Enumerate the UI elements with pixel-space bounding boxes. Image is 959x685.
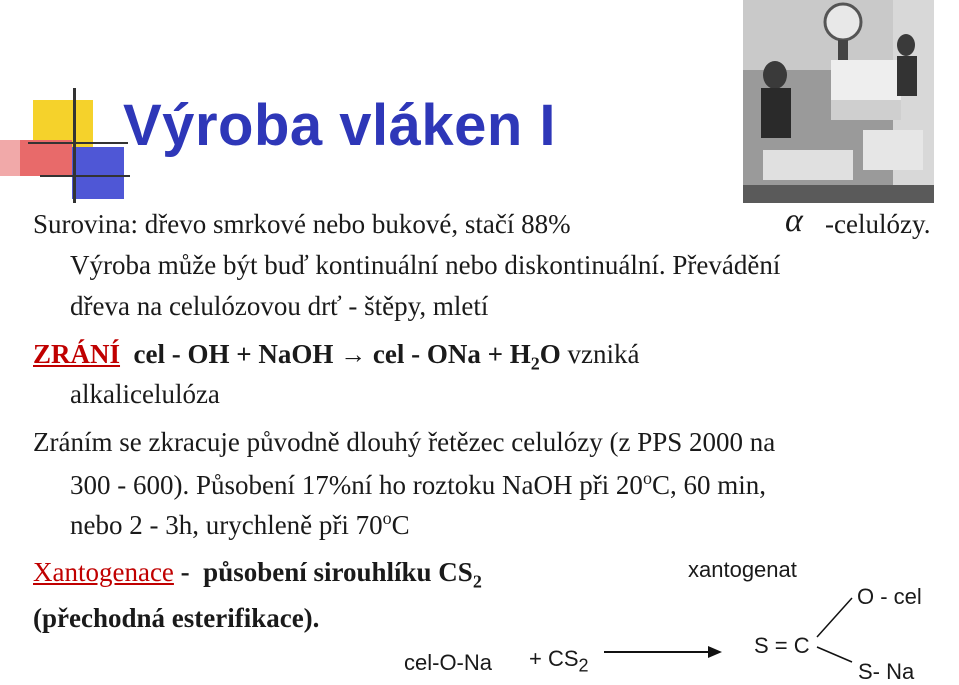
xantogenace-sub2: 2 (472, 571, 482, 592)
horizontal-line-bottom (40, 175, 130, 177)
xantogenat-label: xantogenat (688, 557, 797, 582)
p2-line2-b: C, 60 min, (651, 470, 766, 500)
zrani-eq-left: cel - OH + NaOH (133, 339, 334, 369)
zrani-line2: alkalicelulóza (70, 379, 220, 409)
paragraph1-line2: Výroba může být buď kontinuální nebo diskontinuální. Převádění (70, 250, 781, 280)
bottom-group: S- Na (858, 659, 915, 684)
vertical-line (73, 88, 76, 203)
xantogenace-line (33, 559, 482, 590)
zrani-label: ZRÁNÍ (33, 339, 121, 369)
degree-sup2: o (382, 508, 392, 528)
reactant-label: cel-O-Na (404, 650, 493, 675)
red-square-inner (20, 140, 72, 176)
horizontal-line (28, 142, 128, 144)
bond-lines (812, 595, 862, 665)
zrani-line (33, 341, 639, 372)
zrani-o: O (539, 339, 561, 369)
alpha-symbol: α (785, 202, 803, 239)
zrani-sub2: 2 (530, 353, 540, 374)
plus-cs-text: + CS (529, 646, 579, 671)
reaction-arrow (600, 642, 725, 662)
xantogenace-text: působení sirouhlíku CS (203, 557, 473, 587)
paragraph1-line3: dřeva na celulózovou drť - štěpy, mletí (70, 291, 489, 321)
page-title: Výroba vláken I (123, 93, 557, 158)
zrani-rest: vzniká (560, 339, 640, 369)
surovina-text: Surovina: dřevo smrkové nebo bukové, stačí 88% (33, 209, 571, 239)
p2-line2-a: 300 - 600). Působení 17%ní ho roztoku NaOH při 20 (70, 470, 643, 500)
paragraph2-line1: Zráním se zkracuje původně dlouhý řetězec celulózy (z PPS 2000 na (33, 427, 776, 457)
blue-square (72, 147, 124, 199)
reaction-arrow-icon: → (340, 340, 367, 369)
zrani-eq-right: cel - ONa + H (372, 339, 531, 369)
degree-sup: o (642, 468, 652, 488)
paragraph2-line3 (70, 509, 410, 539)
xantogenace-dash: - (173, 557, 197, 587)
p2-line3-a: nebo 2 - 3h, urychleně při 70 (70, 510, 383, 540)
paragraph2-line2 (70, 469, 766, 499)
p2-line3-b: C (391, 510, 410, 540)
cs-sub2: 2 (578, 655, 589, 676)
xantogenace-line2: (přechodná esterifikace). (33, 603, 320, 633)
center-group: S = C (754, 633, 810, 658)
plus-cs-label (529, 646, 589, 676)
xantogenace-label: Xantogenace (33, 557, 174, 587)
paragraph1-line1 (33, 211, 571, 238)
top-group: O - cel (857, 584, 922, 609)
factory-photo (743, 0, 934, 203)
celulozy-text: -celulózy. (825, 209, 931, 239)
